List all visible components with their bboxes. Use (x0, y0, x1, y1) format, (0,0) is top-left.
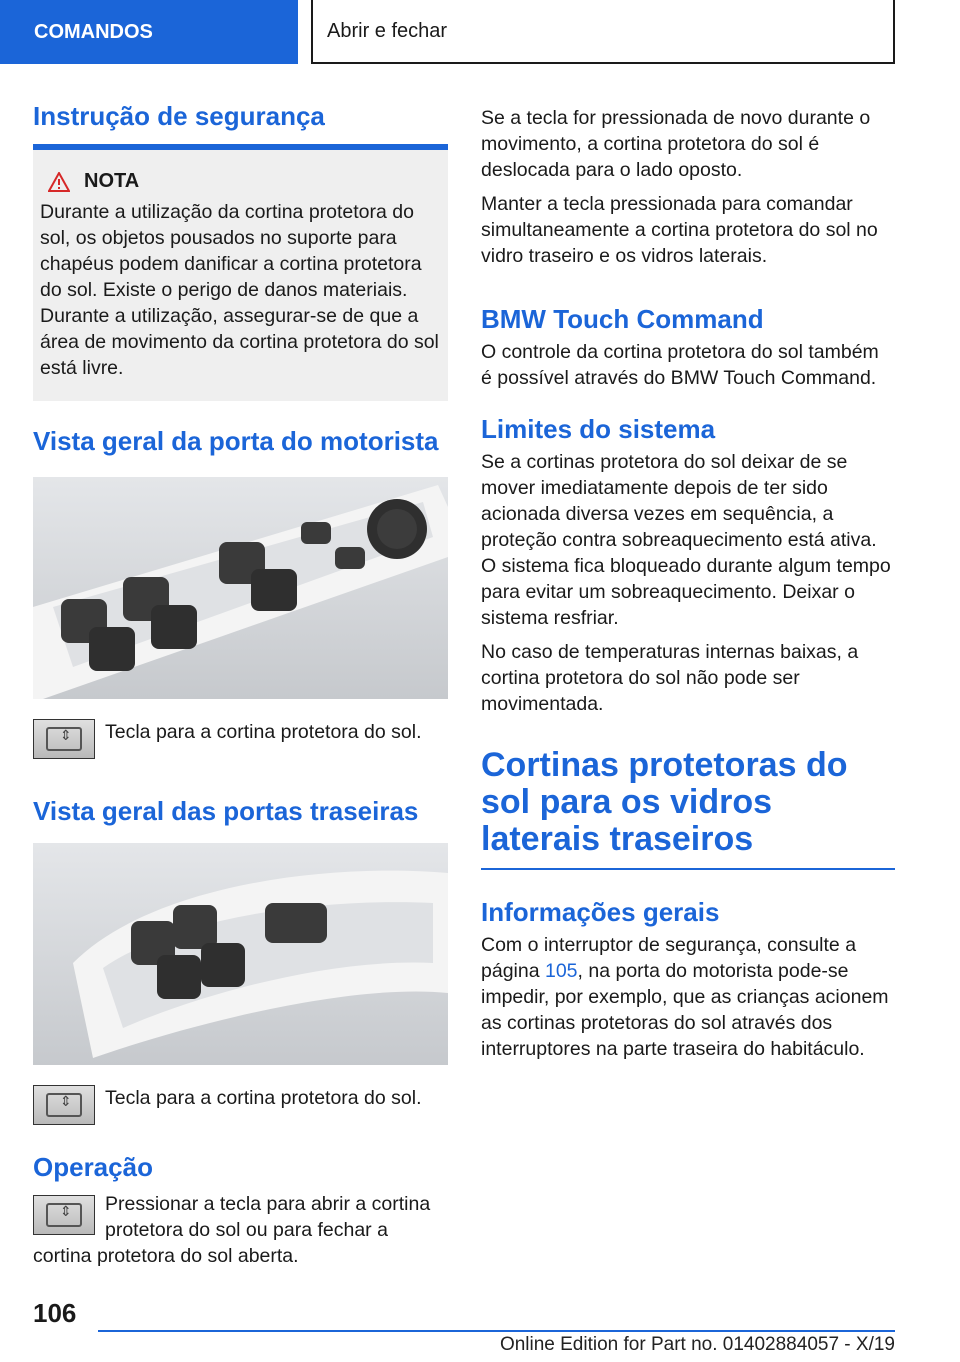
page-number: 106 (33, 1298, 77, 1328)
note-title: NOTA (48, 170, 440, 193)
driver-key-row (33, 719, 448, 759)
hold-paragraph: Manter a tecla pressionada para comandar simultaneamente a cortina protetora do sol no vidro traseiro e os vidros laterais. (481, 193, 878, 267)
footer-rule (98, 1330, 895, 1332)
low-temp-text: No caso de temperaturas internas baixas, a cortina protetora do sol não pode ser movimentada. (481, 641, 859, 715)
sunblind-key-icon (33, 1195, 95, 1235)
section-rule (481, 868, 895, 870)
warning-icon (48, 172, 70, 192)
driver-key-caption: Tecla para a cortina protetora do sol. (105, 721, 422, 743)
rear-key-caption: Tecla para a cortina protetora do sol. (105, 1087, 422, 1109)
limits-heading: Limites do sistema (481, 414, 716, 444)
touch-command-heading: BMW Touch Command (481, 304, 764, 334)
driver-door-switch-photo (33, 477, 448, 699)
left-column (33, 100, 448, 1269)
chapter-title: Abrir e fechar (311, 0, 895, 64)
operation-text: Pressionar a tecla para abrir a cortina protetora do sol ou para fechar a cortina protetora do sol aberta. (33, 1193, 431, 1267)
touch-command-text: O controle da cortina protetora do sol também é possível através do BMW Touch Command. (481, 341, 879, 389)
operation-heading: Operação (33, 1152, 153, 1182)
operation-block (33, 1191, 448, 1269)
general-info-heading: Informações gerais (481, 896, 720, 927)
section-title: Cortinas protetoras do sol para os vidros laterais traseiros (481, 746, 848, 858)
rear-doors-heading: Vista geral das portas traseiras (33, 796, 419, 826)
rear-door-switch-photo (33, 843, 448, 1065)
sunblind-key-icon (33, 1085, 95, 1125)
safety-heading: Instrução de segurança (33, 101, 325, 131)
note-box (33, 150, 448, 401)
reverse-paragraph: Se a tecla for pressionada de novo durante o movimento, a cortina protetora do sol é deslocada para o lado oposto. (481, 107, 871, 181)
limits-text: Se a cortinas protetora do sol deixar de se mover imediatamente depois de ter sido acionada diversa vezes em sequência, a proteção contra sobreaquecimento está ativa. O sistema fica bloqueado durante algum tempo para evitar um sobreaquecimento. Deixar o sistema resfriar. (481, 451, 891, 629)
section-tab: COMANDOS (0, 0, 298, 64)
sunblind-key-icon (33, 719, 95, 759)
right-column (481, 105, 895, 1062)
note-text: Durante a utilização da cortina protetora do sol, os objetos pousados no suporte para chapéus podem danificar a cortina protetora do sol. Existe o perigo de danos materiais. Durante a utilização, assegurar-se de que a área de movimento da cortina protetora do sol está livre. (40, 201, 439, 379)
edition-text: Online Edition for Part no. 01402884057 - X/19 (499, 1334, 895, 1355)
rear-key-row (33, 1085, 448, 1125)
driver-door-heading: Vista geral da porta do motorista (33, 426, 439, 456)
page-link[interactable]: 105 (544, 959, 578, 982)
general-info-text: Com o interruptor de segurança, consulte a página 105, na porta do motorista pode-se impedir, por exemplo, que as crianças acionem as cortinas protetoras do sol através dos interruptores na parte traseira do habitáculo. (481, 933, 889, 1060)
